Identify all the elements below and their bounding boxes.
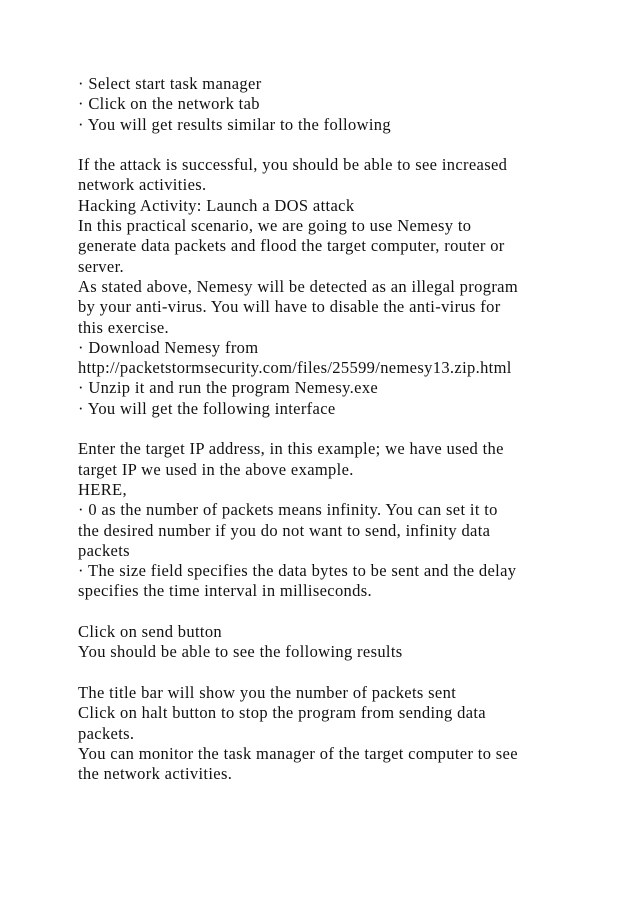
bullet-unzip-run: · Unzip it and run the program Nemesy.exe (78, 378, 379, 398)
bullet-results-similar: · You will get results similar to the following (78, 114, 391, 134)
blank-line (78, 419, 578, 439)
paragraph-line: Enter the target IP address, in this example; we have used the (78, 439, 504, 459)
here-label: HERE, (78, 479, 127, 499)
paragraph-line: If the attack is successful, you should be able to see increased (78, 155, 508, 175)
bullet-download-nemesy: · Download Nemesy from (78, 337, 259, 357)
paragraph-line: Click on send button (78, 622, 223, 642)
section-heading-dos-attack: Hacking Activity: Launch a DOS attack (78, 195, 355, 215)
bullet-click-network-tab: · Click on the network tab (78, 94, 260, 114)
paragraph-line: As stated above, Nemesy will be detected as an illegal program (78, 276, 519, 296)
paragraph-line: Click on halt button to stop the program from sending data (78, 703, 486, 723)
paragraph-line: target IP we used in the above example. (78, 459, 354, 479)
paragraph-line: You can monitor the task manager of the target computer to see (78, 743, 518, 763)
blank-line (78, 135, 578, 155)
paragraph-line: packets (78, 540, 130, 560)
blank-line (78, 602, 578, 622)
paragraph-line: the desired number if you do not want to send, infinity data (78, 520, 491, 540)
paragraph-line: generate data packets and flood the target computer, router or (78, 236, 505, 256)
paragraph-line: network activities. (78, 175, 207, 195)
paragraph-line: server. (78, 256, 124, 276)
paragraph-line: You should be able to see the following results (78, 642, 403, 662)
document-body (78, 74, 578, 784)
paragraph-line: this exercise. (78, 317, 170, 337)
bullet-packets-infinity: · 0 as the number of packets means infinity. You can set it to (78, 500, 498, 520)
blank-line (78, 663, 578, 683)
paragraph-line: packets. (78, 723, 135, 743)
bullet-select-task-manager: · Select start task manager (78, 74, 262, 93)
paragraph-line: the network activities. (78, 764, 233, 784)
paragraph-line: The title bar will show you the number of packets sent (78, 682, 457, 702)
download-url: http://packetstormsecurity.com/files/25599/nemesy13.zip.html (78, 358, 512, 378)
paragraph-line: In this practical scenario, we are going to use Nemesy to (78, 216, 472, 236)
paragraph-line: specifies the time interval in milliseconds. (78, 581, 372, 601)
bullet-following-interface: · You will get the following interface (78, 398, 336, 418)
bullet-size-field: · The size field specifies the data bytes to be sent and the delay (78, 561, 517, 581)
paragraph-line: by your anti-virus. You will have to disable the anti-virus for (78, 297, 501, 317)
